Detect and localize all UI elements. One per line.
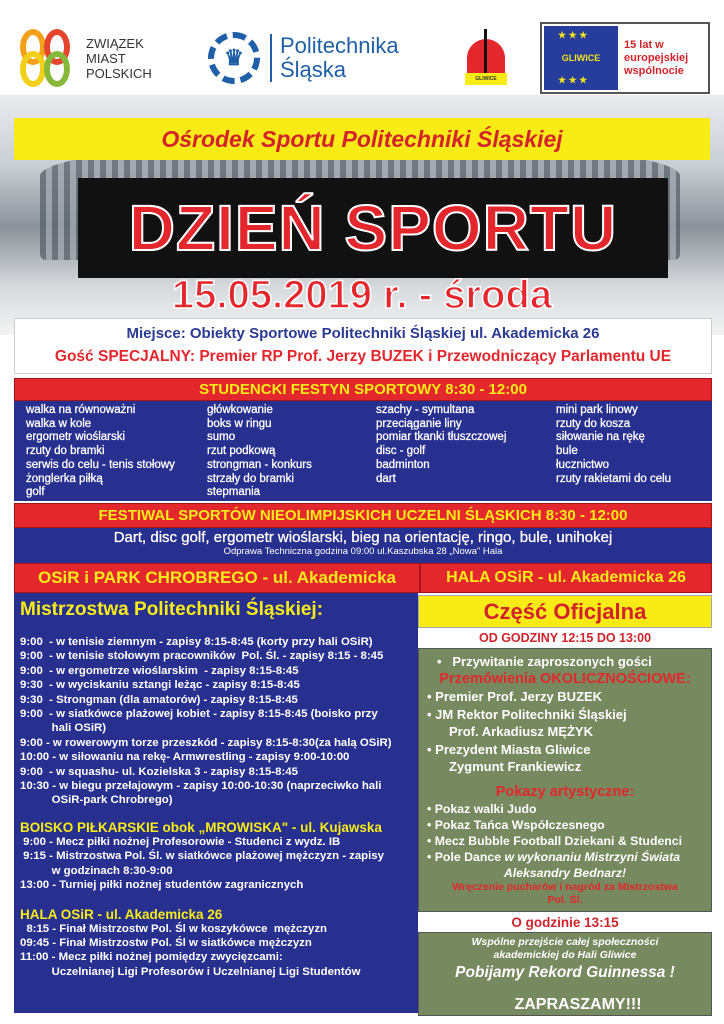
official-program [418,648,712,912]
activity-column [26,404,175,500]
logo-zwiazek-miast-polskich [14,22,164,94]
schedule-item: 9:00 - Mecz piłki nożnej Profesorowie - Studenci z wydz. IB [20,835,341,848]
hala-heading: HALA OSiR - ul. Akademicka 26 [20,906,223,922]
eu-stars-icon: ★ ★ ★ GLIWICE ★ ★ ★ [544,26,618,90]
activity-item: szachy - symultana [376,404,475,416]
activity-item: mini park linowy [556,404,638,416]
schedule-item: 9:00 - w squashu- ul. Kozielska 3 - zapisy 8:15-8:45 [20,765,298,778]
list-item: • Mecz Bubble Football Dziekani & Studenci [427,834,683,848]
welcome-text: Przywitanie zaproszonych gości [452,654,652,669]
logo-text: 15 lat w [624,38,664,51]
speaker-item: • Prezydent Miasta Gliwice Zygmunt Frankiewicz [425,741,705,776]
official-heading: Część Oficjalna [418,595,712,628]
event-date: 15.05.2019 r. - środa [171,272,553,317]
list-item: • Pole Dance w wykonaniu Mistrzyni Świata [427,850,681,864]
logo-text: Śląska [280,57,347,82]
organizer-banner: Ośrodek Sportu Politechniki Śląskiej [14,118,710,160]
schedule-item: 11:00 - Mecz piłki nożnej pomiędzy zwycięzcami: Uczelnianej Ligi Profesorów i Uczelnianej Ligi Studentów [20,951,361,978]
festyn-heading: STUDENCKI FESTYN SPORTOWY 8:30 - 12:00 [14,378,712,401]
logo-text: wspólnocie [624,64,684,77]
later-time: O godzinie 13:15 [418,912,712,932]
logo-politechnika-slaska [198,22,430,94]
festyn-activities [14,401,712,501]
speaker-name: Prof. Arkadiusz MĘŻYK [449,724,593,739]
activity-item: stepmania [207,486,261,499]
activity-column [556,404,671,486]
schedule-item: 9:00 - w rowerowym torze przeszkód - zapisy 8:15-8:30(za halą OSiR) [20,736,392,749]
schedule-item: 9:30 - w wyciskaniu sztangi leżąc - zapisy 8:15-8:45 [20,679,300,692]
schedule-item: 10:00 - w siłowaniu na rekę- Armwrestling - zapisy 9:00-10:00 [20,751,350,764]
activity-item: główkowanie [207,404,273,416]
list-item: • Pokaz walki Judo [427,802,537,816]
schedule-item: 09:45 - Finał Mistrzostw Pol. Śl w siatkówce mężczyzn [20,936,312,949]
radio-tower-icon [465,29,507,87]
location-left: OSiR i PARK CHROBREGO - ul. Akademicka [14,563,420,593]
logo-gliwice [452,22,520,94]
activity-item: ergometr wioślarski [26,431,126,444]
speaker-item: • Premier Prof. Jerzy BUZEK [427,689,603,704]
championships-panel [14,593,418,1013]
schedule-item: 13:00 - Turniej piłki nożnej studentów zagranicznych [20,879,304,892]
list-item: • Przywitanie zaproszonych gości [437,654,652,669]
activity-column [376,404,506,486]
speaker-role: Prezydent Miasta Gliwice [435,741,591,757]
logo-text: GLIWICE [561,53,601,63]
official-time: OD GODZINY 12:15 DO 13:00 [418,628,712,648]
activity-item: boks w ringu [207,417,272,430]
logo-text: Politechnika [280,33,399,58]
schedule-item: 9:00 - w ergometrze wioślarskim - zapisy 8:15-8:45 [20,664,299,677]
activity-item: łucznictwo [556,458,610,471]
pole-dance-name: Aleksandry Bednarz! [503,866,627,880]
boisko-heading: BOISKO PIŁKARSKIE obok „MROWISKA" - ul. Kujawska [20,819,382,835]
activity-item: strzały do bramki [207,472,294,485]
activity-item: bule [556,445,578,458]
rings-icon [18,27,80,89]
activity-item: dart [376,472,396,485]
schedule-item: 8:15 - Finał Mistrzostw Pol. Śl w koszykówce mężczyzn [20,922,328,935]
event-title: DZIEŃ SPORTU [128,192,618,264]
schedule-item: 9:00 - w tenisie ziemnym - zapisy 8:15-8:45 (korty przy hali OSiR) [20,636,373,648]
logo-text: POLSKICH [86,65,152,81]
list-item: • Pokaz Tańca Współczesnego [427,818,605,832]
pole-dance: Pole Dance [434,850,502,864]
speaker-name: Zygmunt Frankiewicz [449,759,582,774]
guest-text: Gość SPECJALNY: Premier RP Prof. Jerzy BUZEK i Przewodniczący Parlamentu UE [54,348,672,365]
activity-item: disc - golf [376,445,426,458]
logo-text: MIAST [86,50,126,66]
activity-item: walka na równoważni [26,404,136,416]
speaker-role: JM Rektor Politechniki Śląskiej [435,706,627,722]
speaker-item: • JM Rektor Politechniki Śląskiej Prof. Arkadiusz MĘŻYK [425,706,705,741]
info-box [14,318,712,374]
activity-item: badminton [376,458,430,471]
logo-text: GLIWICE [465,73,507,85]
boisko-list [20,835,412,893]
activity-item: żonglerka piłką [26,472,103,485]
shows-heading: Pokazy artystyczne: [495,783,635,800]
schedule-item: 10:30 - w biegu przełajowym - zapisy 10:00-10:30 (naprzeciwko hali OSiR-park Chrobrego) [20,780,382,807]
show-item: Pokaz Tańca Współczesnego [434,818,605,832]
hala-list [20,922,412,980]
guinness-box [418,932,712,1016]
activity-item: walka w kole [26,417,92,430]
speakers-list [425,688,705,776]
speaker-role: Premier Prof. Jerzy BUZEK [435,689,603,704]
activity-item: rzut podkową [207,445,276,458]
activity-item: serwis do celu - tenis stołowy [26,458,175,471]
walk-text: Wspólne przejście całej społeczności akademickiej do Hali Gliwice [471,936,659,961]
logo-text: europejskiej [624,51,689,64]
logo-eu-anniversary [540,22,710,94]
activity-item: rzuty do bramki [26,445,105,458]
activity-item: golf [26,486,45,499]
show-item: Mecz Bubble Football Dziekani & Studenci [434,834,683,848]
location-right: HALA OSiR - ul. Akademicka 26 [420,563,712,593]
activity-item: rzuty rakietami do celu [556,472,672,485]
activity-item: przeciąganie liny [376,417,462,430]
eagle-gear-icon: ♛ [208,32,260,84]
festival-sports: Dart, disc golf, ergometr wioślarski, bieg na orientację, ringo, bule, unihokej [113,529,613,546]
logo-text: ZWIĄZEK [86,35,144,51]
schedule-item: 9:00 - w siatkówce plażowej kobiet - zapisy 8:15-8:45 (boisko przy hali OSiR) [20,708,378,735]
activity-item: rzuty do kosza [556,417,631,430]
activity-item: sumo [207,431,236,444]
championships-heading: Mistrzostwa Politechniki Śląskiej: [20,599,324,620]
awards-text: Wręczenie pucharów i nagród za Mistrzostwa Pol. Śl. [452,881,678,906]
shows-list [425,801,705,849]
activity-item: siłowanie na rękę [556,431,645,444]
pole-dance-by: w wykonaniu Mistrzyni Świata [504,850,681,864]
activity-column [207,404,312,500]
activity-item: strongman - konkurs [207,458,312,471]
schedule-item: 9:15 - Mistrzostwa Pol. Śl. w siatkówce plażowej mężczyzn - zapisy w godzinach 8:30-9:00 [23,850,384,877]
festival-note: Odprawa Techniczna godzina 09:00 ul.Kaszubska 28 „Nowa" Hala [223,546,503,557]
schedule-item: 9:00 - w tenisie stołowym pracowników Pol. Śl. - zapisy 8:15 - 8:45 [20,650,384,663]
festival-box [14,528,712,563]
festival-heading: FESTIWAL SPORTÓW NIEOLIMPIJSKICH UCZELNI ŚLĄSKICH 8:30 - 12:00 [14,503,712,528]
show-item: Pokaz walki Judo [434,802,537,816]
speeches-heading: Przemówienia OKOLICZNOŚCIOWE: [439,670,691,687]
record-text: Pobijamy Rekord Guinnessa ! [455,964,675,981]
activity-item: pomiar tkanki tłuszczowej [376,431,507,444]
invite-text: ZAPRASZAMY!!! [514,996,642,1013]
place-text: Miejsce: Obiekty Sportowe Politechniki Śląskiej ul. Akademicka 26 [126,325,600,342]
schedule-item: 9:30 - Strongman (dla amatorów) - zapisy 8:15-8:45 [20,693,298,706]
championships-list [20,635,412,808]
